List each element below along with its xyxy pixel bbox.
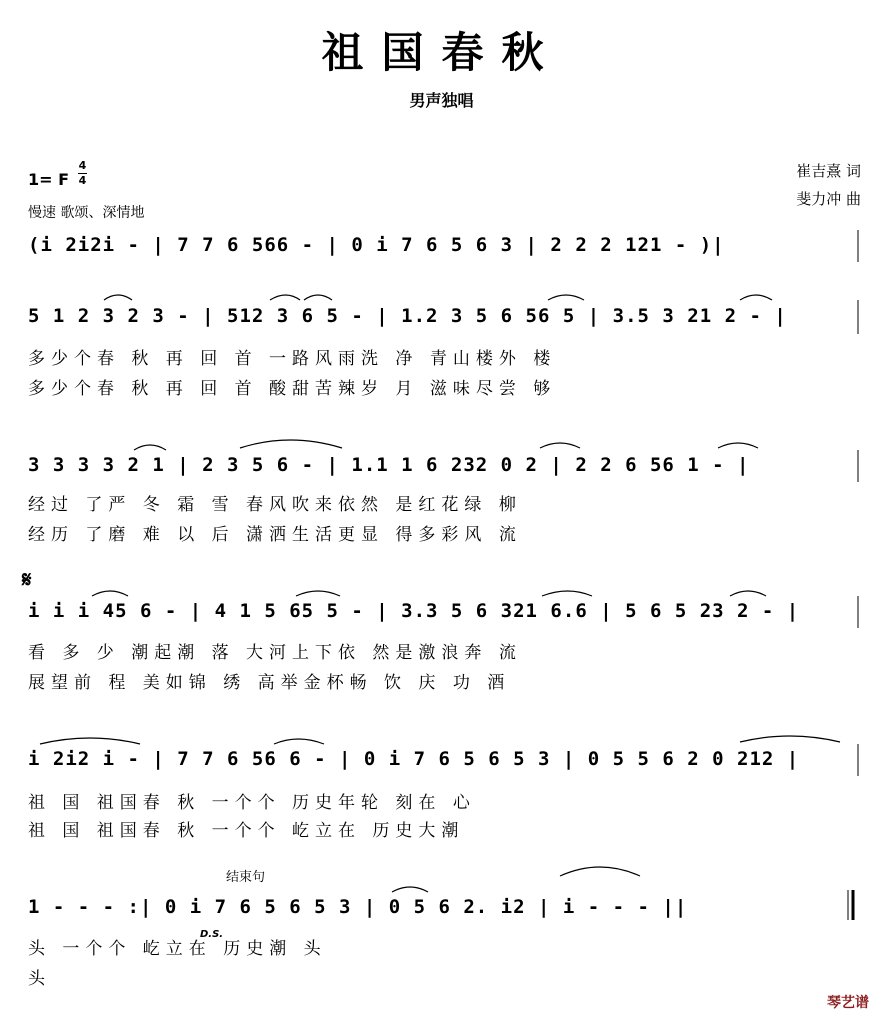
- score-line-3: 3 3 3 3 2 1 | 2 3 5 6 - | 1.1 1 6 232 0 2 | 2 2 6 56 1 - |: [28, 454, 750, 476]
- lyric-line-3-verse-2: 经历 了磨 难 以 后 潇洒生活更显 得多彩风 流: [28, 525, 522, 545]
- lyric-line-5-verse-2: 祖 国 祖国春 秋 一个个 屹立在 历史大潮: [28, 821, 465, 841]
- time-signature-top: 4: [78, 159, 87, 172]
- slur-mark: [92, 591, 128, 596]
- slur-mark: [304, 295, 332, 300]
- score-line-1: (i 2i2i - | 7 7 6 566 - | 0 i 7 6 5 6 3 | 2 2 2 121 - )|: [28, 234, 725, 256]
- lyric-line-6-verse-2: 头: [28, 969, 51, 989]
- lyric-line-4-verse-1: 看 多 少 潮起潮 落 大河上下依 然是激浪奔 流: [28, 643, 522, 663]
- slur-mark: [730, 591, 766, 596]
- slur-mark: [740, 295, 772, 300]
- lyric-line-6-verse-1: 头 一个个 屹立在 历史潮 头: [28, 939, 327, 959]
- lyric-line-4-verse-2: 展望前 程 美如锦 绣 高举金杯畅 饮 庆 功 酒: [28, 673, 511, 693]
- slur-mark: [540, 443, 580, 448]
- time-signature-bottom: 4: [78, 174, 87, 187]
- ds-marking: D.S.: [200, 929, 224, 940]
- slur-mark: [392, 887, 428, 892]
- lyric-line-3-verse-1: 经过 了严 冬 霜 雪 春风吹来依然 是红花绿 柳: [28, 495, 522, 515]
- score-line-4: i i i 45 6 - | 4 1 5 65 5 - | 3.3 5 6 321 6.6 | 5 6 5 23 2 - |: [28, 600, 800, 622]
- slur-mark: [240, 440, 342, 448]
- page-title: 祖国春秋: [321, 28, 562, 77]
- ending-label: 结束句: [226, 870, 266, 885]
- slur-mark: [740, 736, 840, 742]
- composer-credit: 斐力冲 曲: [796, 190, 861, 208]
- slur-mark: [274, 739, 324, 744]
- slur-mark: [296, 591, 340, 596]
- slur-mark: [548, 295, 584, 300]
- watermark-logo: 琴艺谱: [827, 995, 869, 1011]
- score-line-5: i 2i2 i - | 7 7 6 56 6 - | 0 i 7 6 5 6 5 3 | 0 5 5 6 2 0 212 |: [28, 748, 800, 770]
- slur-mark: [134, 445, 166, 450]
- segno-sign: 𝄋: [22, 568, 32, 593]
- slur-mark: [104, 295, 132, 300]
- key-signature: 1= F: [28, 170, 70, 189]
- lyric-line-5-verse-1: 祖 国 祖国春 秋 一个个 历史年轮 刻在 心: [28, 793, 476, 813]
- slur-mark: [560, 867, 640, 876]
- slur-mark: [270, 295, 300, 300]
- page-subtitle: 男声独唱: [409, 91, 474, 110]
- slur-mark: [542, 591, 592, 596]
- slur-mark: [40, 738, 140, 744]
- lyric-line-2-verse-1: 多少个春 秋 再 回 首 一路风雨洗 净 青山楼外 楼: [28, 349, 557, 369]
- tempo-marking: 慢速 歌颂、深情地: [28, 205, 145, 221]
- score-line-6: 1 - - - :| 0 i 7 6 5 6 5 3 | 0 5 6 2. i2 | i - - - ||: [28, 896, 688, 918]
- score-line-2: 5 1 2 3 2 3 - | 512 3 6 5 - | 1.2 3 5 6 56 5 | 3.5 3 21 2 - |: [28, 305, 787, 327]
- slur-mark: [718, 443, 758, 448]
- lyric-line-2-verse-2: 多少个春 秋 再 回 首 酸甜苦辣岁 月 滋味尽尝 够: [28, 379, 557, 399]
- lyricist-credit: 崔吉熹 词: [796, 162, 861, 180]
